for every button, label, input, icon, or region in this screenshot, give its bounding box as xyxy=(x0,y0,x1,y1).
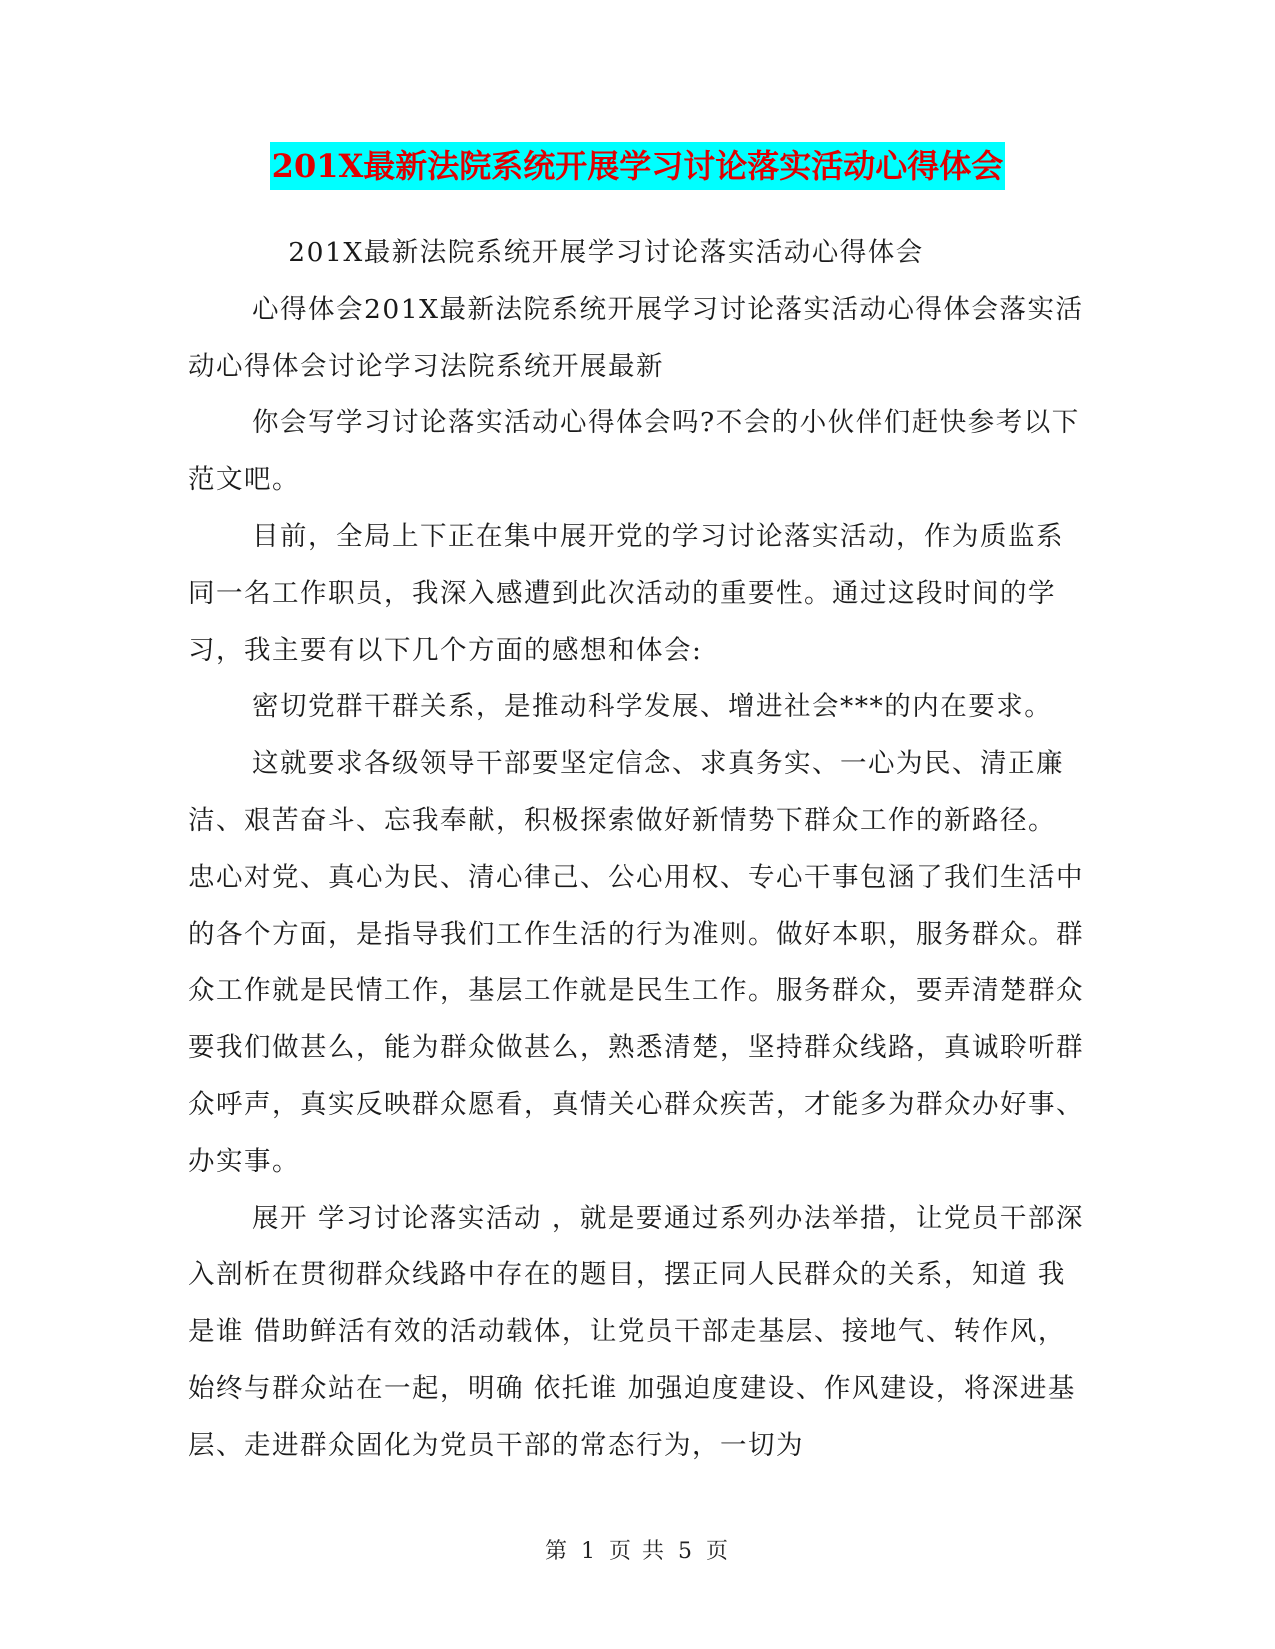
page-footer xyxy=(0,1534,1275,1565)
footer-page-number: 1 xyxy=(581,1539,597,1564)
paragraph-current-activity: 目前，全局上下正在集中展开党的学习讨论落实活动，作为质监系同一名工作职员，我深入感遭到此次活动的重要性。通过这段时间的学习，我主要有以下几个方面的感想和体会: xyxy=(188,520,1064,666)
document-title: 201X最新法院系统开展学习讨论落实活动心得体会 xyxy=(270,142,1006,190)
footer-prefix: 第 xyxy=(544,1539,569,1564)
footer-total-pages: 5 xyxy=(678,1539,694,1564)
footer-mid: 页 共 xyxy=(609,1539,666,1564)
paragraph-leadership: 这就要求各级领导干部要坚定信念、求真务实、一心为民、清正廉洁、艰苦奋斗、忘我奉献，积极探索做好新情势下群众工作的新路径。 忠心对党、真心为民、清心律己、公心用权、专心干事包涵了我们生活中的各个方面，是指导我们工作生活的行为准则。做好本职，服务群众。群众工作就是民情工作，基层工作就是民生工作。服务群众，要弄清楚群众要我们做甚么，能为群众做甚么，熟悉清楚，坚持群众线路，真诚聆听群众呼声，真实反映群众愿看，真情关心群众疾苦，才能多为群众办好事、办实事。 xyxy=(188,748,1084,1177)
paragraph-party-relations: 密切党群干群关系，是推动科学发展、增进社会***的内在要求。 xyxy=(252,691,1053,723)
document-body xyxy=(188,225,1088,1475)
paragraph-keywords: 心得体会201X最新法院系统开展学习讨论落实活动心得体会落实活动心得体会讨论学习法院系统开展最新 xyxy=(188,293,1084,382)
paragraph-intro: 你会写学习讨论落实活动心得体会吗?不会的小伙伴们赶快参考以下范文吧。 xyxy=(188,407,1080,496)
document-subtitle: 201X最新法院系统开展学习讨论落实活动心得体会 xyxy=(288,237,924,268)
footer-suffix: 页 xyxy=(706,1539,731,1564)
paragraph-activity-measures: 展开 学习讨论落实活动 ，就是要通过系列办法举措，让党员干部深入剖析在贯彻群众线路中存在的题目，摆正同人民群众的关系，知道 我是谁 借助鲜活有效的活动载体，让党员干部走基层、接地气、转作风，始终与群众站在一起，明确 依托谁 加强迫度建设、作风建设，将深进基层、走进群众固化为党员干部的常态行为，一切为 xyxy=(188,1202,1084,1461)
title-container xyxy=(0,142,1275,190)
